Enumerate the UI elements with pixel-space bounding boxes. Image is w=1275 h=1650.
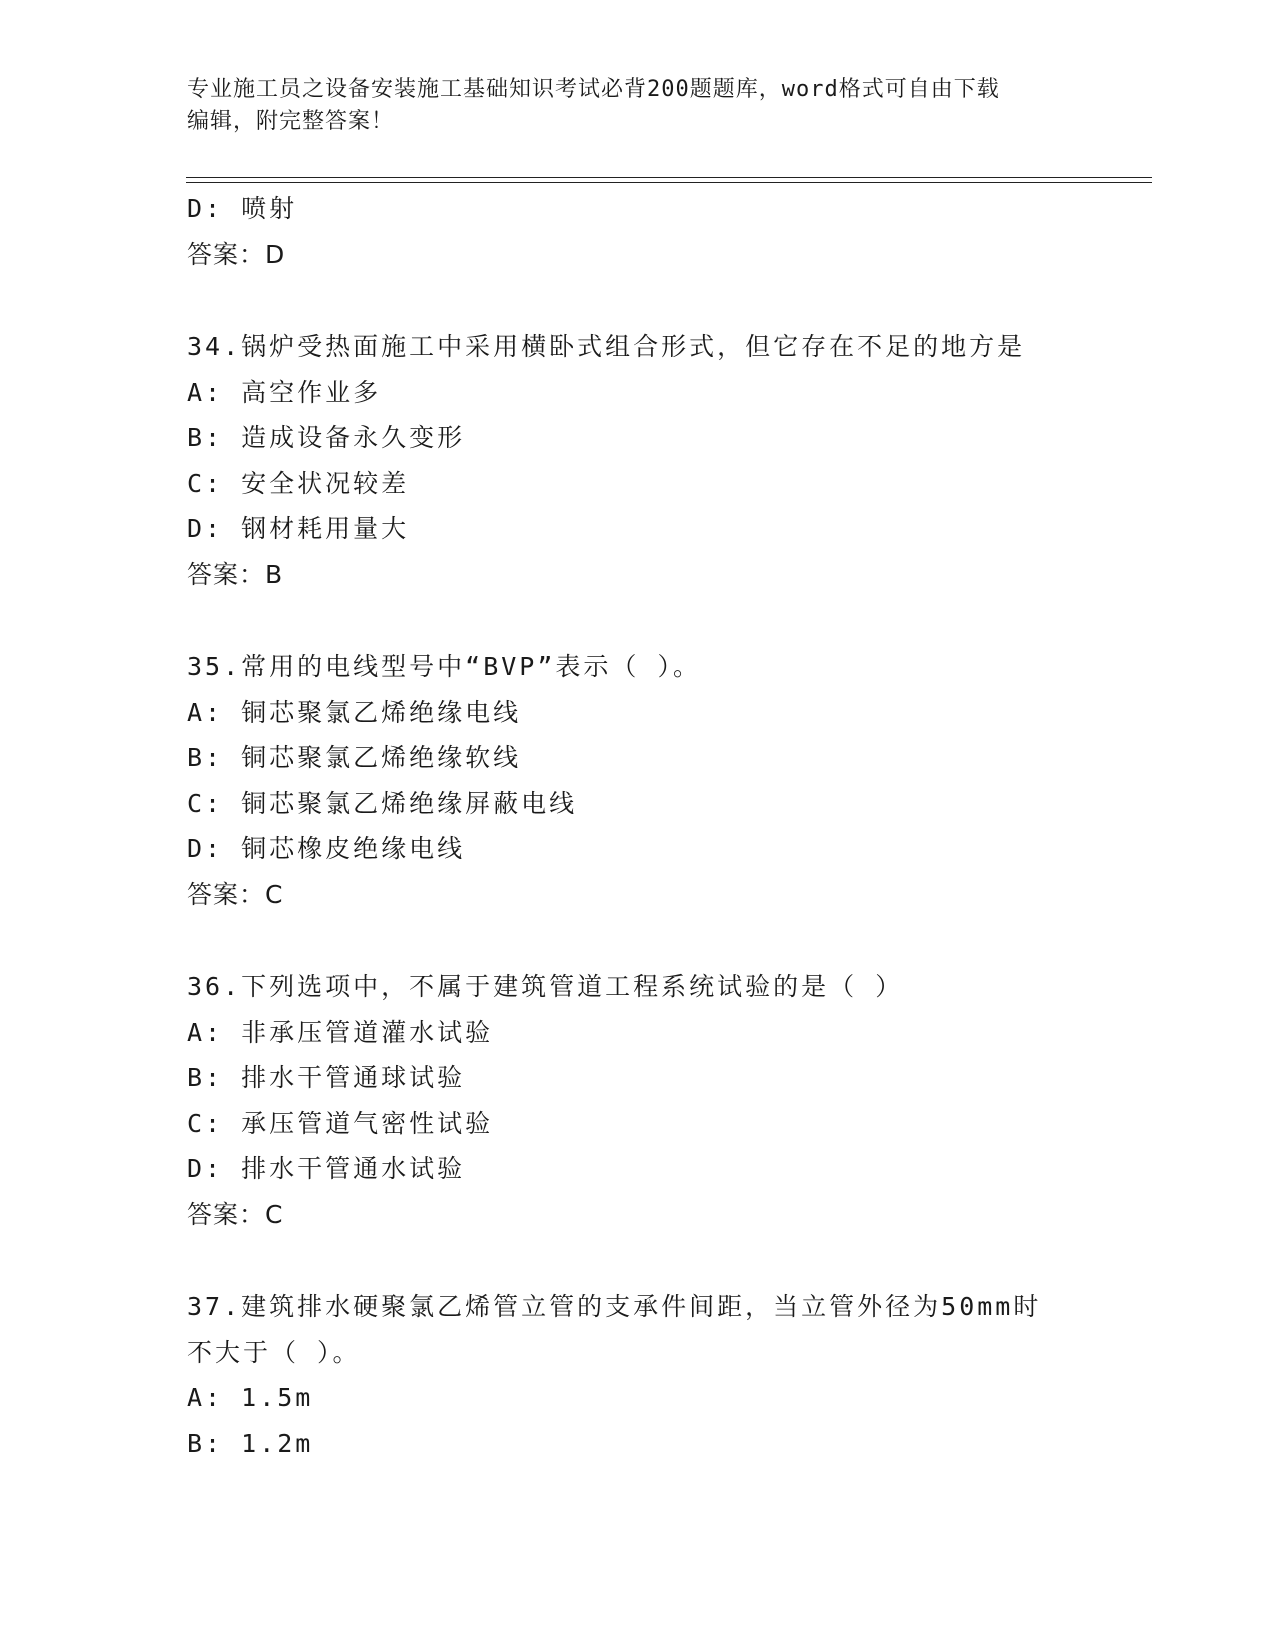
option-c: C: 安全状况较差 (187, 468, 410, 498)
option-a: A: 高空作业多 (187, 377, 382, 407)
question-37 (187, 1284, 1147, 1466)
question-text: 34.锅炉受热面施工中采用横卧式组合形式，但它存在不足的地方是 (187, 332, 1026, 361)
question-34 (187, 324, 1147, 597)
question-33-tail (187, 186, 1147, 277)
option-a: A: 非承压管道灌水试验 (187, 1017, 494, 1047)
spacer (187, 1237, 1147, 1284)
spacer (187, 597, 1147, 644)
answer-line: 答案：C (187, 879, 284, 909)
question-text: 36.下列选项中，不属于建筑管道工程系统试验的是（ ） (187, 972, 904, 1001)
option-c: C: 承压管道气密性试验 (187, 1108, 494, 1138)
spacer (187, 277, 1147, 324)
option-a: A: 铜芯聚氯乙烯绝缘电线 (187, 697, 522, 727)
question-text-continued: 不大于（ ）。 (187, 1337, 361, 1367)
option-b: B: 铜芯聚氯乙烯绝缘软线 (187, 743, 522, 772)
question-list (187, 186, 1147, 1466)
question-text: 35.常用的电线型号中“BVP”表示（ ）。 (187, 652, 701, 681)
answer-line: 答案：C (187, 1199, 284, 1229)
option-d: D: 排水干管通水试验 (187, 1154, 466, 1183)
question-35 (187, 644, 1147, 917)
option-b: B: 造成设备永久变形 (187, 423, 466, 452)
header-title-line-2: 编辑，附完整答案！ (187, 109, 395, 134)
option-d: D: 喷射 (187, 194, 298, 223)
option-b: B: 1.2m (187, 1428, 314, 1458)
answer-line: 答案：B (187, 559, 284, 589)
question-36 (187, 964, 1147, 1237)
option-d: D: 铜芯橡皮绝缘电线 (187, 834, 466, 863)
option-c: C: 铜芯聚氯乙烯绝缘屏蔽电线 (187, 788, 578, 818)
question-text: 37.建筑排水硬聚氯乙烯管立管的支承件间距，当立管外径为50mm时 (187, 1292, 1042, 1321)
spacer (187, 917, 1147, 964)
answer-line: 答案：D (187, 239, 286, 269)
header-divider-top (186, 177, 1152, 178)
header-divider-bottom (186, 182, 1152, 183)
header-title-line-1: 专业施工员之设备安装施工基础知识考试必背200题题库，word格式可自由下载 (187, 77, 1000, 102)
option-d: D: 钢材耗用量大 (187, 514, 410, 543)
option-b: B: 排水干管通球试验 (187, 1063, 466, 1092)
option-a: A: 1.5m (187, 1383, 314, 1412)
document-header (187, 74, 1087, 138)
